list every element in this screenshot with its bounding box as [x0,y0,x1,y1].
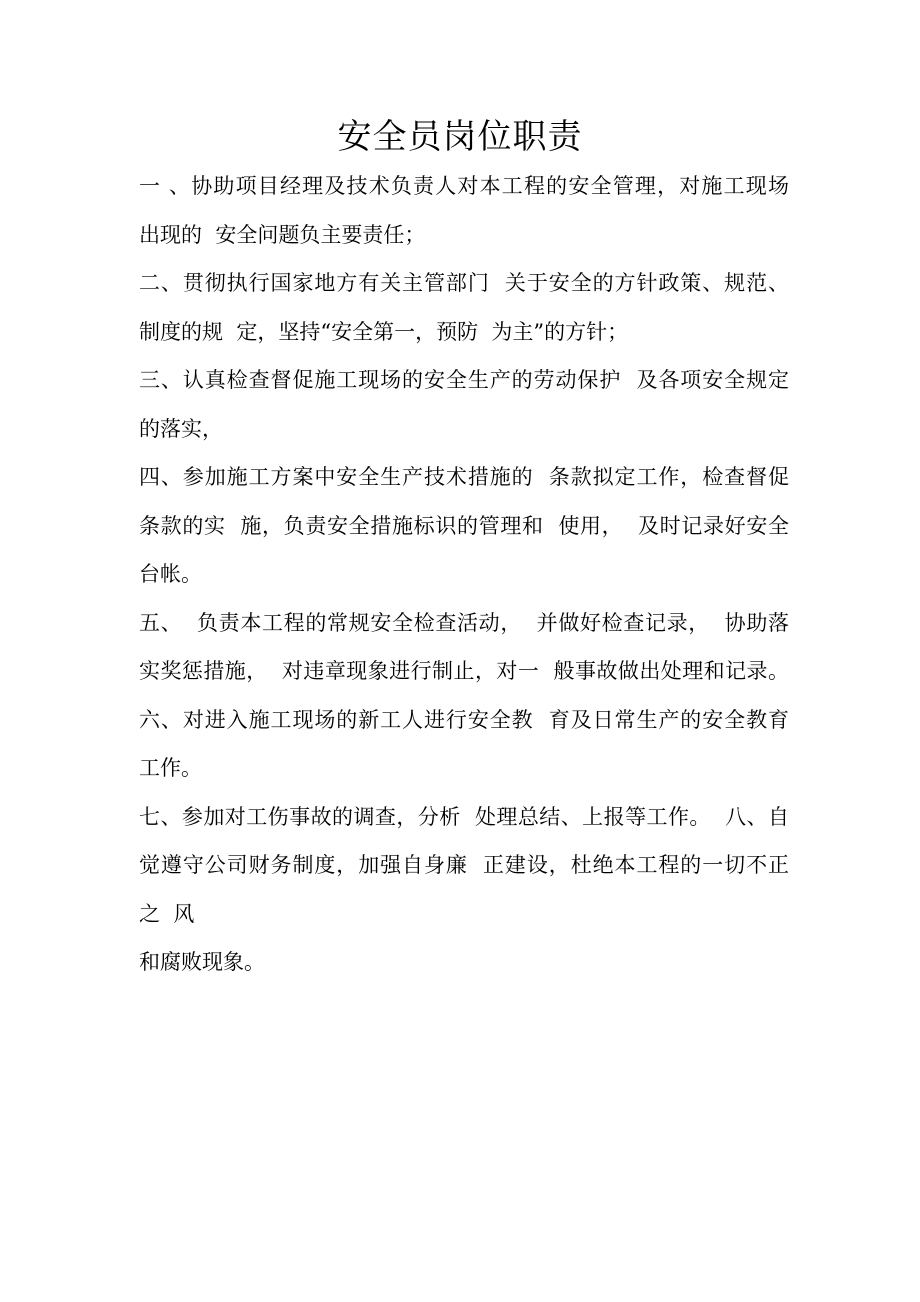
body-line: 二、贯彻执行国家地方有关主管部门 关于安全的方针政策、规范、 [139,271,789,295]
body-line: 条款的实 施，负责安全措施标识的管理和 使用， 及时记录好安全 [139,513,789,538]
body-line: 工作。 [139,756,202,780]
body-line: 的落实， [139,416,223,441]
body-line: 四、参加施工方案中安全生产技术措施的 条款拟定工作，检查督促 [139,465,789,489]
body-line: 之 风 [139,901,195,926]
body-line: 台帐。 [139,562,202,586]
body-line: 实奖惩措施， 对违章现象进行制止，对一 般事故做出处理和记录。 [139,659,789,683]
body-line: 五、 负责本工程的常规安全检查活动， 并做好检查记录， 协助落 [139,610,789,635]
document-body [139,162,789,987]
body-line: 六、对进入施工现场的新工人进行安全教 育及日常生产的安全教育 [139,707,789,732]
body-line: 觉遵守公司财务制度，加强自身廉 正建设，杜绝本工程的一切不正 [139,853,789,877]
body-line: 制度的规 定，坚持“安全第一，预防 为主”的方针； [139,319,629,344]
body-line: 七、参加对工伤事故的调查，分析 处理总结、上报等工作。 八、自 [139,804,789,829]
body-line: 和腐败现象。 [139,950,265,974]
page-title: 安全员岗位职责 [337,117,583,157]
body-line: 一 、协助项目经理及技术负责人对本工程的安全管理，对施工现场 [139,174,789,198]
body-line: 三、认真检查督促施工现场的安全生产的劳动保护 及各项安全规定 [139,368,789,392]
body-line: 出现的 安全问题负主要责任； [139,222,426,247]
